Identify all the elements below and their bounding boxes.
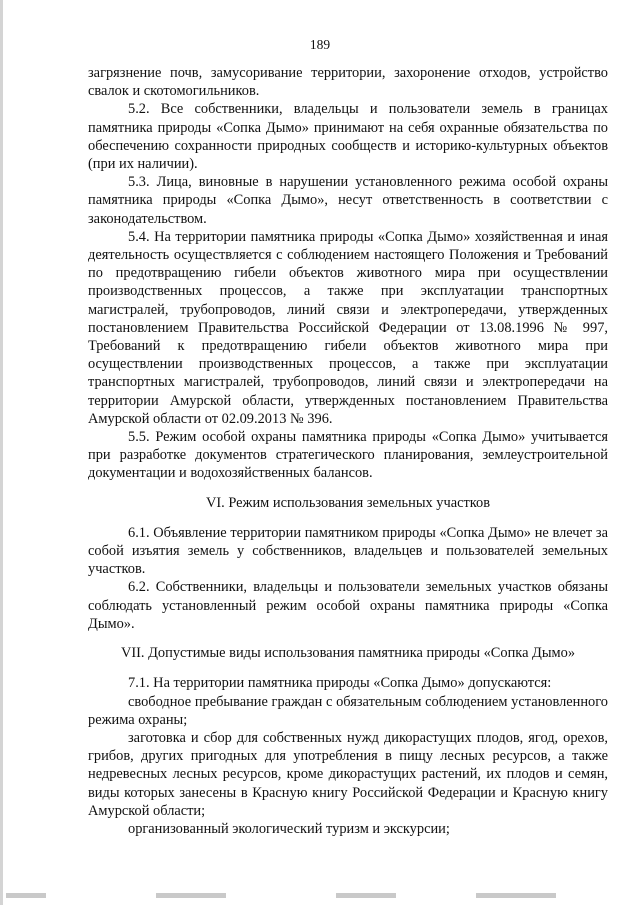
paragraph-6-1: 6.1. Объявление территории памятником природы «Сопка Дымо» не влечет за собой изъятия земель у собственников, владельцев и пользователей земельных участков.	[88, 524, 608, 578]
paragraph-5-3: 5.3. Лица, виновные в нарушении установленного режима особой охраны памятника природы «Сопка Дымо», несут ответственность в соответствии с законодательством.	[88, 174, 608, 227]
scan-bottom-marks	[6, 893, 566, 899]
section-heading-vi: VI. Режим использования земельных участков	[205, 494, 491, 511]
section-heading-vii: VII. Допустимые виды использования памятника природы «Сопка Дымо»	[120, 645, 576, 662]
paragraph-7-1: 7.1. На территории памятника природы «Сопка Дымо» допускаются:	[128, 675, 552, 692]
paragraph-6-2: 6.2. Собственники, владельцы и пользователи земельных участков обязаны соблюдать установленный режим особой охраны памятника природы «Сопка Дымо».	[88, 579, 608, 632]
list-item-eco-tourism: организованный экологический туризм и экскурсии;	[128, 820, 450, 837]
paragraph-5-4: 5.4. На территории памятника природы «Сопка Дымо» хозяйственная и иная деятельность осуществляется с соблюдением настоящего Положения и Требований по предотвращению гибели объектов животного мира при осуществлении производственных процессов, а также при эксплуатации транспортных магистралей, трубопроводов, линий связи и электропередачи, утвержденных постановлением Правительства Российской Федерации от 13.08.1996 № 997, Требований к предотвращению гибели объектов животного мира при осуществлении производственных процессов, а также при эксплуатации транспортных магистралей, трубопроводов, линий связи и электропередачи на территории Амурской области, утвержденных постановлением Правительства Амурской области от 02.09.2013 № 396.	[88, 228, 608, 427]
paragraph-5-2: 5.2. Все собственники, владельцы и пользователи земель в границах памятника природы «Сопка Дымо» принимают на себя охранные обязательства по обеспечению сохранности природных сообществ и историко-культурных объектов (при их наличии).	[88, 101, 608, 173]
list-item-free-stay: свободное пребывание граждан с обязательным соблюдением установленного режима охраны;	[88, 693, 608, 728]
document-body	[88, 64, 608, 838]
page-number: 189	[309, 37, 331, 52]
scan-left-edge	[0, 0, 3, 905]
paragraph-5-5: 5.5. Режим особой охраны памятника природы «Сопка Дымо» учитывается при разработке документов стратегического планирования, землеустроительной документации и водохозяйственных балансов.	[88, 429, 608, 482]
continuation-paragraph: загрязнение почв, замусоривание территории, захоронение отходов, устройство свалок и скотомогильников.	[88, 65, 608, 100]
list-item-harvesting: заготовка и сбор для собственных нужд дикорастущих плодов, ягод, орехов, грибов, других пригодных для употребления в пищу лесных ресурсов, а также недревесных лесных ресурсов, кроме дикорастущих растений, их плодов и семян, виды которых занесены в Красную книгу Российской Федерации и Красную книгу Амурской области;	[88, 729, 608, 819]
